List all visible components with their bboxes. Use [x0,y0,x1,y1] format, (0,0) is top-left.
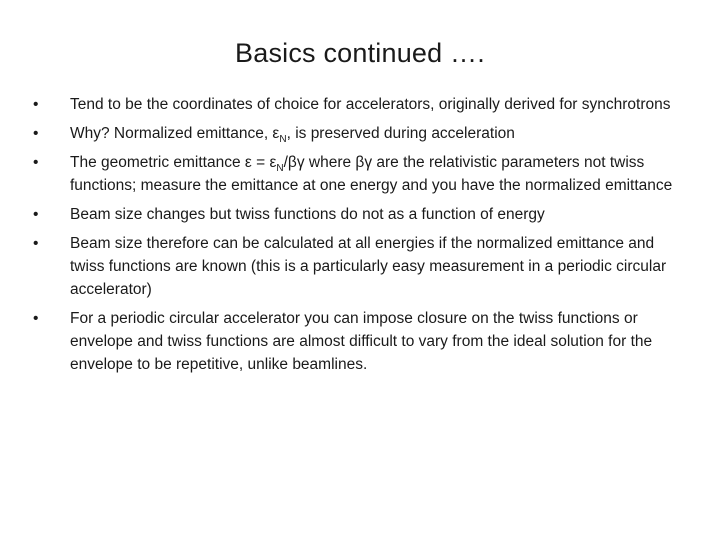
bullet-marker: • [33,154,39,171]
bullet-marker: • [33,125,39,142]
bullet-marker: • [33,206,39,223]
bullet-marker: • [33,235,39,252]
bullet-text: Beam size therefore can be calculated at all energies if the normalized emittance and twiss functions are known (this is a particularly easy measurement in a periodic circular accelerator) [70,235,667,298]
bullet-list [32,93,692,382]
bullet-item [32,122,692,145]
bullet-text: Tend to be the coordinates of choice for accelerators, originally derived for synchrotrons [70,96,671,113]
bullet-item [32,203,692,226]
bullet-text: Beam size changes but twiss functions do not as a function of energy [70,206,545,223]
bullet-text: Why? Normalized emittance, $\varepsilon_N$, is preserved during acceleration [70,125,515,146]
bullet-item [32,151,692,197]
bullet-item [32,93,692,116]
bullet-text: For a periodic circular accelerator you can impose closure on the twiss functions or envelope and twiss functions are almost difficult to vary from the ideal solution for the envelope to be repetitive, unlike beamlines. [70,310,653,373]
bullet-marker: • [33,96,39,113]
bullet-item [32,232,692,301]
bullet-text: The geometric emittance $\varepsilon = \varepsilon_N/\beta\gamma$ where βγ are the relativistic parameters not twiss functions; measure the emittance at one energy and you have the normalized emittance [70,154,673,194]
bullet-marker: • [33,310,39,327]
slide-title: Basics continued …. [235,38,485,68]
bullet-item [32,307,692,376]
